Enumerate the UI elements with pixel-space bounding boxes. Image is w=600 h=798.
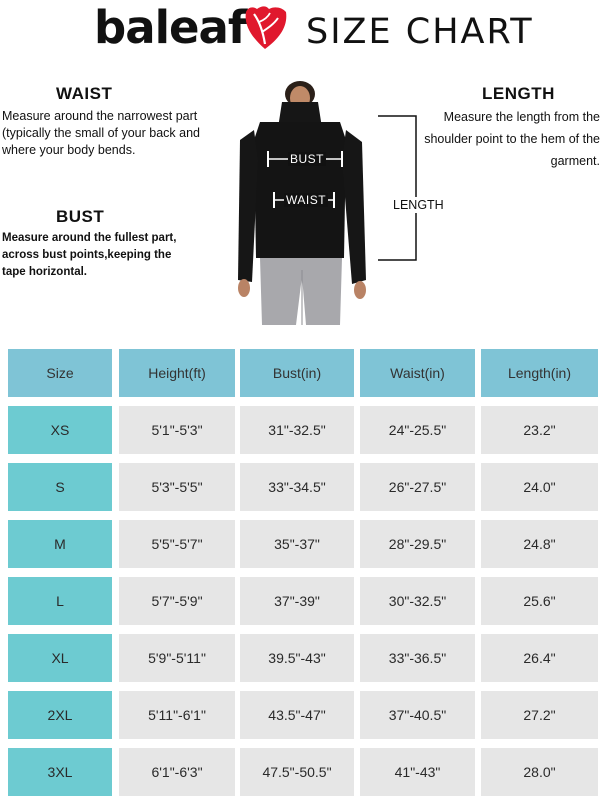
table-row — [8, 634, 598, 682]
table-cell: 26.4" — [481, 634, 598, 682]
bust-heading: BUST — [56, 207, 105, 226]
waist-heading: WAIST — [56, 84, 113, 103]
table-cell: 24.0" — [481, 463, 598, 511]
table-cell: 31"-32.5" — [240, 406, 354, 454]
table-row — [8, 577, 598, 625]
table-cell: 30"-32.5" — [360, 577, 475, 625]
column-header: Waist(in) — [360, 349, 475, 397]
table-cell: 5'7"-5'9" — [119, 577, 235, 625]
column-header: Length(in) — [481, 349, 598, 397]
table-cell: 37"-39" — [240, 577, 354, 625]
brand-name: baleaf — [94, 1, 247, 54]
table-cell: 24.8" — [481, 520, 598, 568]
table-cell: 26"-27.5" — [360, 463, 475, 511]
table-cell: 23.2" — [481, 406, 598, 454]
size-cell: 3XL — [8, 748, 112, 796]
page-title: SIZE CHART — [306, 12, 534, 52]
table-cell: 24"-25.5" — [360, 406, 475, 454]
bust-marker-label: BUST — [290, 152, 325, 166]
waist-marker-label: WAIST — [286, 193, 327, 207]
length-marker-label: LENGTH — [393, 198, 444, 212]
column-header: Height(ft) — [119, 349, 235, 397]
leaf-logo-icon — [240, 2, 290, 52]
bust-description: Measure around the fullest part, across bust points,keeping the tape horizontal. — [2, 232, 177, 278]
size-cell: S — [8, 463, 112, 511]
table-cell: 27.2" — [481, 691, 598, 739]
column-header: Size — [8, 349, 112, 397]
table-row — [8, 463, 598, 511]
size-cell: XS — [8, 406, 112, 454]
length-heading: LENGTH — [482, 84, 555, 103]
table-cell: 47.5"-50.5" — [240, 748, 354, 796]
size-cell: XL — [8, 634, 112, 682]
table-cell: 37"-40.5" — [360, 691, 475, 739]
table-cell: 5'11"-6'1" — [119, 691, 235, 739]
size-cell: L — [8, 577, 112, 625]
table-row — [8, 520, 598, 568]
table-cell: 28.0" — [481, 748, 598, 796]
table-cell: 33"-36.5" — [360, 634, 475, 682]
table-cell: 28"-29.5" — [360, 520, 475, 568]
table-row — [8, 691, 598, 739]
table-cell: 5'9"-5'11" — [119, 634, 235, 682]
size-cell: 2XL — [8, 691, 112, 739]
length-bracket-icon — [376, 113, 420, 263]
table-cell: 43.5"-47" — [240, 691, 354, 739]
table-cell: 33"-34.5" — [240, 463, 354, 511]
table-cell: 39.5"-43" — [240, 634, 354, 682]
table-cell: 5'5"-5'7" — [119, 520, 235, 568]
table-cell: 35"-37" — [240, 520, 354, 568]
waist-description: Measure around the narrowest part (typically the small of your back and where your body bends. — [2, 109, 201, 157]
table-cell: 25.6" — [481, 577, 598, 625]
column-header: Bust(in) — [240, 349, 354, 397]
table-cell: 6'1"-6'3" — [119, 748, 235, 796]
table-cell: 5'3"-5'5" — [119, 463, 235, 511]
length-description: Measure the length from the shoulder point to the hem of the garment. — [424, 110, 600, 168]
table-row — [8, 748, 598, 796]
table-header-row — [8, 349, 598, 397]
table-cell: 41"-43" — [360, 748, 475, 796]
table-cell: 5'1"-5'3" — [119, 406, 235, 454]
table-row — [8, 406, 598, 454]
size-cell: M — [8, 520, 112, 568]
